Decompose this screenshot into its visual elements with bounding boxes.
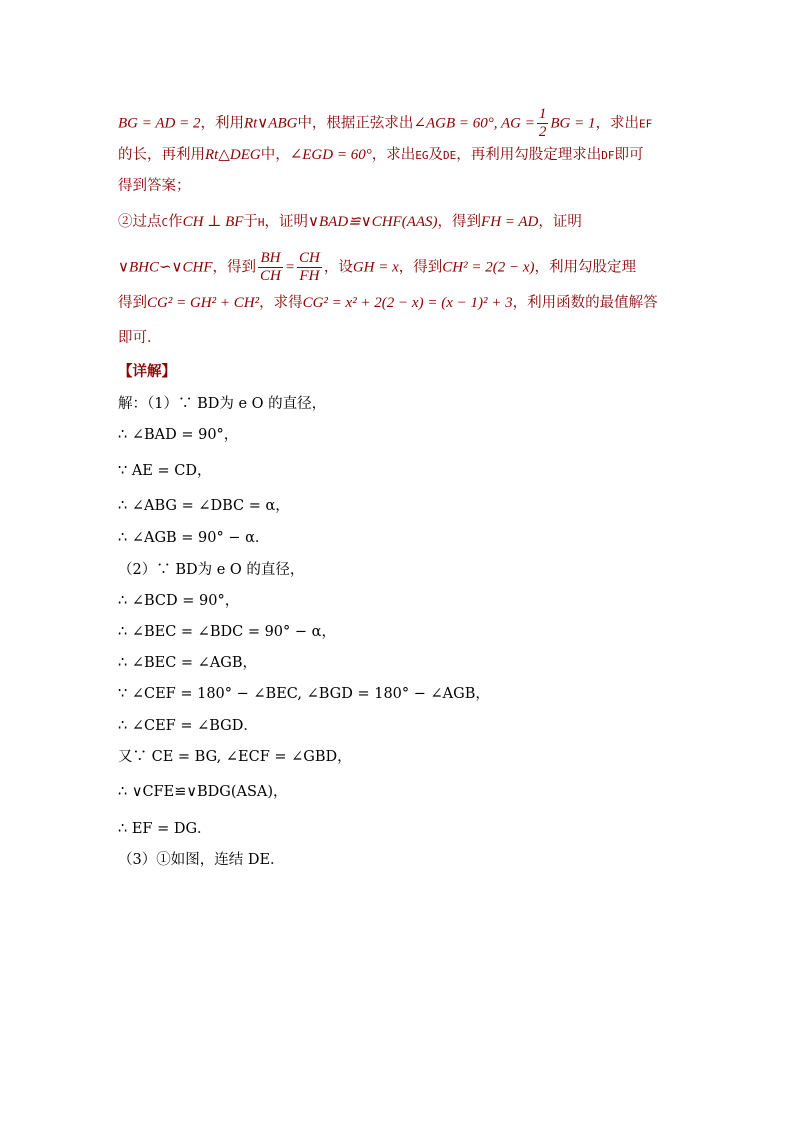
label: DF [601, 149, 615, 162]
text: ，求出 [595, 115, 640, 132]
detail-line: ∴ ∠AGB = 90° − α． [118, 530, 270, 546]
fraction-numerator: BH [258, 250, 283, 268]
detail-line: ∵ ∠CEF = 180° − ∠BEC, ∠BGD = 180° − ∠AGB， [118, 686, 490, 702]
label: H [257, 216, 265, 229]
analysis-line-6 [118, 293, 658, 313]
fraction-denominator: CH [260, 268, 281, 284]
label: EG [415, 149, 429, 162]
detail-line: ∴ ∠CEF = ∠BGD． [118, 718, 258, 734]
detail-line: ∴ ∨CFE≌∨BDG(ASA)， [118, 784, 288, 800]
detail-line: ∴ ∠BAD = 90°， [118, 427, 239, 443]
detail-line: （2）∵ BD为 e O 的直径， [118, 562, 305, 578]
text: 作 [168, 214, 183, 230]
formula: BG = 1 [550, 115, 596, 132]
text: 中，根据正弦求出 [297, 115, 414, 132]
fraction [297, 250, 322, 285]
text: ，得到 [212, 259, 257, 276]
formula: ∠AGB = 60°, AG = [413, 115, 535, 132]
detail-line: ∴ ∠BEC = ∠AGB， [118, 655, 258, 671]
label: C [161, 216, 169, 229]
text: ，求得 [259, 295, 303, 311]
analysis-line-4 [118, 212, 582, 233]
formula: CG² = GH² + CH² [147, 295, 260, 311]
fraction [258, 250, 283, 285]
detail-line: 又∵ CE = BG, ∠ECF = ∠GBD， [118, 749, 352, 765]
detail-line: ∴ ∠BCD = 90°， [118, 593, 240, 609]
detail-line: ∴ ∠BEC = ∠BDC = 90° − α， [118, 624, 336, 640]
formula: CH² = 2(2 − x) [442, 259, 535, 276]
fraction [537, 106, 549, 141]
text: 即可 [614, 147, 644, 163]
text: ，得到 [437, 214, 482, 230]
text: ，利用 [200, 115, 244, 132]
text: 得到 [118, 295, 147, 311]
formula: BG = AD = 2 [118, 115, 201, 132]
detail-line: （3）①如图，连结 DE． [118, 852, 285, 868]
fraction-denominator: 2 [538, 124, 547, 140]
detail-line: ∴ EF = DG． [118, 821, 212, 837]
formula: ∨BAD≌∨CHF(AAS) [308, 214, 438, 230]
text: ，得到 [398, 259, 443, 276]
analysis-line-7: 即可． [118, 330, 162, 346]
detail-line: ∴ ∠ABG = ∠DBC = α， [118, 498, 290, 514]
fraction-numerator: 1 [538, 106, 547, 122]
detail-line: 解：（1）∵ BD为 e O 的直径， [118, 396, 327, 412]
text: 中， [260, 147, 290, 163]
formula: CG² = x² + 2(2 − x) = (x − 1)² + 3 [302, 295, 513, 311]
formula: CH ⊥ BF [182, 214, 244, 230]
text: ，设 [323, 259, 353, 276]
formula: Rt△DEG [205, 147, 261, 163]
text: 的长，再利用 [118, 147, 205, 163]
text: ②过点 [118, 214, 162, 230]
analysis-line-1 [118, 106, 652, 141]
text: ，求出 [371, 147, 416, 163]
formula: ∨BHC∽∨CHF [118, 259, 213, 276]
formula: ∠EGD = 60° [289, 147, 372, 163]
fraction-numerator: CH [299, 250, 320, 266]
detail-heading: 【详解】 [118, 363, 176, 380]
label: DE [442, 149, 457, 162]
text: ，利用勾股定理 [534, 259, 637, 276]
detail-line: ∵ AE = CD， [118, 463, 212, 479]
text: ，证明 [538, 214, 582, 230]
text: 于 [243, 214, 258, 230]
text: ，证明 [264, 214, 309, 230]
label: EF [639, 117, 653, 131]
text: ，再利用勾股定理求出 [456, 147, 602, 163]
equals: = [284, 259, 295, 276]
text: ，利用函数的最值解答 [512, 295, 658, 311]
analysis-line-5 [118, 250, 636, 285]
formula: GH = x [352, 259, 399, 276]
analysis-line-3: 得到答案； [118, 178, 191, 194]
formula: Rt∨ABG [243, 115, 298, 132]
fraction-denominator: FH [299, 268, 320, 284]
text: 及 [428, 147, 443, 163]
formula: FH = AD [481, 214, 539, 230]
analysis-line-2 [118, 145, 643, 166]
